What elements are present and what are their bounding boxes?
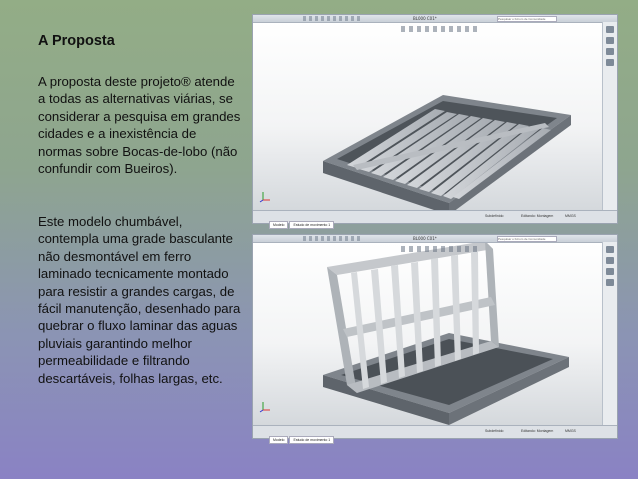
search-input[interactable]: Pesquisar o Fórum de Comunidade — [497, 16, 557, 22]
status-units[interactable]: MMGS — [565, 214, 576, 218]
task-pane-icon[interactable] — [606, 37, 614, 44]
cad-window-title: BL000 C01* — [413, 236, 437, 241]
cad-window-open-grate — [252, 234, 618, 442]
cad-window-title: BL000 C01* — [413, 16, 437, 21]
tab-motion-study[interactable]: Estudo de movimento 1 — [289, 436, 334, 444]
task-pane-icon[interactable] — [606, 59, 614, 66]
tab-motion-study[interactable]: Estudo de movimento 1 — [289, 221, 334, 229]
tab-model[interactable]: Modelo — [269, 436, 288, 444]
view-toolbar-icon[interactable] — [401, 246, 481, 252]
cad-titlebar — [253, 15, 617, 23]
status-definition: Subdefinido — [485, 429, 504, 433]
task-pane-icon[interactable] — [606, 246, 614, 253]
cad-statusbar — [253, 425, 617, 442]
task-pane — [602, 22, 617, 211]
toolbar-icons[interactable] — [303, 16, 363, 21]
status-editing: Editando: Montagem — [521, 429, 554, 433]
cad-titlebar — [253, 235, 617, 243]
triad-axis-icon — [259, 191, 271, 203]
task-pane-icon[interactable] — [606, 26, 614, 33]
task-pane-icon[interactable] — [606, 257, 614, 264]
tab-model[interactable]: Modelo — [269, 221, 288, 229]
cad-statusbar — [253, 210, 617, 227]
cad-window-closed-grate — [252, 14, 618, 227]
task-pane-icon[interactable] — [606, 48, 614, 55]
slide-title: A Proposta — [38, 33, 115, 49]
toolbar-icons[interactable] — [303, 236, 363, 241]
task-pane — [602, 242, 617, 426]
open-grate-model — [253, 235, 605, 440]
task-pane-icon[interactable] — [606, 279, 614, 286]
model-description-paragraph: Este modelo chumbável, contempla uma grade basculante não desmontável em ferro laminado tecnicamente montado para resistir a grandes cargas, de fácil manutenção, desenhado para quebrar o fluxo laminar das aguas pluviais garantindo melhor permeabilidade e filtrando descartáveis, folhas largas, etc. — [38, 214, 241, 386]
status-units[interactable]: MMGS — [565, 429, 576, 433]
proposal-paragraph: A proposta deste projeto® atende a todas as alternativas viárias, se considerar a pesquisa em grandes cidades e a inexistência de normas sobre Bocas-de-lobo (não confundir com Bueiros). — [38, 74, 241, 177]
search-input[interactable]: Pesquisar o Fórum de Comunidade — [497, 236, 557, 242]
view-toolbar-icon[interactable] — [401, 26, 481, 32]
triad-axis-icon — [259, 401, 271, 413]
task-pane-icon[interactable] — [606, 268, 614, 275]
status-definition: Subdefinido — [485, 214, 504, 218]
status-editing: Editando: Montagem — [521, 214, 554, 218]
closed-grate-model — [253, 15, 605, 225]
